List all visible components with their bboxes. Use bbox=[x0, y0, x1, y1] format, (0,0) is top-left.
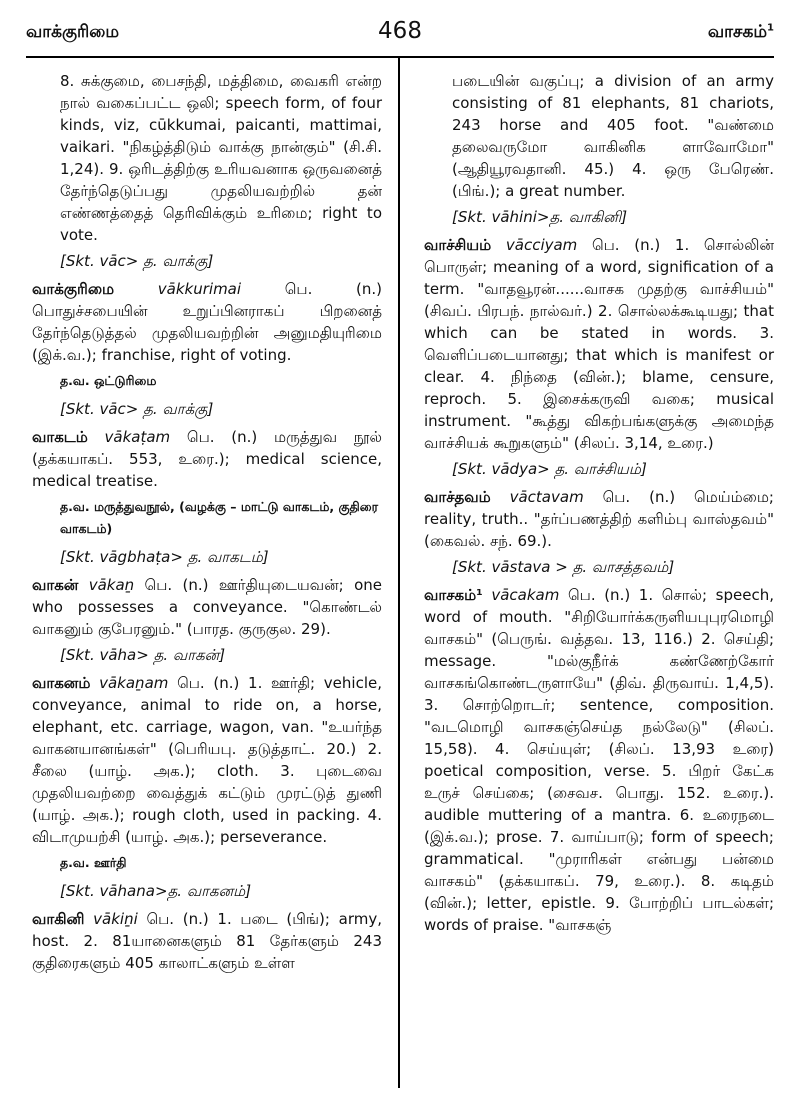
entry-continuation: படையின் வகுப்பு; a division of an army consisting of 81 elephants, 81 chariots, 243 horse and 405 foot. "வண்மை தலைவருமோ வாகினிக ளாவோமோ" (ஆதியூரவதானி. 45.) 4. ஒரு பேரெண். (பிங்.); a great number. bbox=[452, 72, 774, 200]
entry-transliteration: vākiṉi bbox=[93, 910, 138, 928]
tamil-word-note: த.வ. ஒட்டுரிமை bbox=[60, 373, 157, 388]
entry-headword: வாக்குரிமை bbox=[32, 280, 115, 298]
entry-transliteration: vākaṉ bbox=[88, 576, 135, 594]
etymology-note: [Skt. vāha> த. வாகன்] bbox=[60, 646, 226, 664]
entry-transliteration: vācciyam bbox=[505, 236, 578, 254]
entry-headword: வாகன் bbox=[32, 576, 79, 594]
page-number: 468 bbox=[378, 18, 422, 44]
entry-transliteration: vākaṭam bbox=[104, 428, 171, 446]
dictionary-entry bbox=[32, 426, 382, 492]
left-column bbox=[32, 70, 382, 978]
entry-definition: பெ. (n.) மெய்ம்மை; reality, truth.. "தர்ப்பணத்திற் களிம்பு வாஸ்தவம்" (கைவல். சந். 69.). bbox=[424, 488, 774, 550]
entry-headword: வாச்சியம் bbox=[424, 236, 492, 254]
page-header bbox=[26, 18, 774, 58]
etymology-note: [Skt. vāc> த. வாக்கு] bbox=[60, 400, 214, 418]
tamil-word-note: த.வ. மருத்துவநூல், (வழக்கு – மாட்டு வாகடம், குதிரை வாகடம்) bbox=[60, 499, 379, 536]
header-right-guideword bbox=[708, 22, 774, 44]
etymology-note: [Skt. vāstava > த. வாசத்தவம்] bbox=[452, 558, 675, 576]
tamil-word-note: த.வ. ஊர்தி bbox=[60, 855, 127, 870]
entry-headword: வாசகம்¹ bbox=[424, 586, 483, 604]
dictionary-entry bbox=[32, 278, 382, 366]
entry-continuation: 8. சுக்குமை, பைசந்தி, மத்திமை, வைகரி என்ற நால் வகைப்பட்ட ஒலி; speech form, of four kinds, viz, cūkkumai, paicanti, mattimai, vaikari. "நிகழ்த்திடும் வாக்கு நான்கும்" (சி.சி. 1,24). 9. ஒரிடத்திற்கு உரியவனாக ஒருவனைத் தேர்ந்தெடுப்பது முதலியவற்றில் தன் எண்ணத்தைத் தெரிவிக்கும் உரிமை; right to vote. bbox=[60, 72, 382, 244]
column-divider bbox=[398, 58, 400, 1088]
entry-headword: வாகனம் bbox=[32, 674, 91, 692]
entry-definition: பெ. (n.) 1. சொல்; speech, word of mouth. "சிறியோர்க்கருளியபுபுரமொழி வாசகம்" (பெருங். வத்தவ. 13, 116.) 2. செய்தி; message. "மல்குநீர்க் கண்ணேற்கோர் வாசகங்கொண்டருளாயே" (திவ். திருவாய். 1,4,5). 3. சொற்றொடர்; sentence, composition. "வடமொழி வாசகஞ்செய்த நல்லேடு" (சிலப். 15,58). 4. செய்யுள்; (சிலப். 13,93 உரை) poetical composition, verse. 5. பிறர் கேட்க உருச் செய்கை; (சைவச. பொது. 152. உரை.). audible muttering of a mantra. 6. உரைநடை (இக்.வ.); prose. 7. வாய்பாடு; form of speech; grammatical. "முராரிகள் என்பது பன்மை வாசகம்" (தக்கயாகப். 79, உரை.). 8. கடிதம் (வின்.); letter, epistle. 9. போற்றிப் பாடல்கள்; words of praise. "வாசகஞ் bbox=[424, 586, 774, 934]
etymology-note: [Skt. vāgbhaṭa> த. வாகடம்] bbox=[60, 548, 269, 566]
etymology-note: [Skt. vādya> த. வாச்சியம்] bbox=[452, 460, 647, 478]
etymology-note: [Skt. vāhana>த. வாகனம்] bbox=[60, 882, 252, 900]
header-rule bbox=[26, 56, 774, 58]
entry-definition: பெ. (n.) 1. ஊர்தி; vehicle, conveyance, animal to ride on, a horse, elephant, etc. carriage, wagon, van. "உயர்ந்த வாகனயானங்கள்" (பெரியபு. தடுத்தாட். 20.) 2. சீலை (யாழ். அக.); cloth. 3. புடைவை முதலியவற்றை வைத்துக் கட்டும் முரட்டுத் துணி (யாழ். அக.); rough cloth, used in packing. 4. விடாமுயற்சி (யாழ். அக.); perseverance. bbox=[32, 674, 382, 846]
header-right-superscript: 1 bbox=[767, 22, 774, 34]
entry-headword: வாகடம் bbox=[32, 428, 88, 446]
header-right-text: வாசகம் bbox=[707, 22, 768, 42]
right-column bbox=[424, 70, 774, 940]
entry-definition: பெ. (n.) மருத்துவ நூல் (தக்கயாகப். 553, உரை.); medical science, medical treatise. bbox=[32, 428, 382, 490]
dictionary-entry bbox=[32, 672, 382, 848]
entry-definition: பெ. (n.) 1. படை (பிங்); army, host. 2. 81யானைகளும் 81 தேர்களும் 243 குதிரைகளும் 405 காலாட்களும் உள்ள bbox=[32, 910, 382, 972]
entry-headword: வாச்தவம் bbox=[424, 488, 491, 506]
dictionary-entry bbox=[32, 908, 382, 974]
dictionary-entry bbox=[424, 234, 774, 454]
etymology-note: [Skt. vāhini>த. வாகினி] bbox=[452, 208, 628, 226]
entry-definition: பெ. (n.) பொதுச்சபையின் உறுப்பினராகப் பிறனைத் தேர்ந்தெடுத்தல் முதலியவற்றின் அனுமதியுரிமை (இக்.வ.); franchise, right of voting. bbox=[32, 280, 382, 364]
entry-definition: பெ. (n.) ஊர்தியுடையவன்; one who possesses a conveyance. "கொண்டல் வாகனும் குபேரனும்." (பாரத. குருகுல. 29). bbox=[32, 576, 382, 638]
header-left-guideword: வாக்குரிமை bbox=[26, 22, 120, 42]
dictionary-entry bbox=[424, 584, 774, 936]
entry-transliteration: vākkurimai bbox=[157, 280, 242, 298]
entry-definition: பெ. (n.) 1. சொல்லின் பொருள்; meaning of a word, signification of a term. "வாதவூரன்......வாசக முதற்கு வாச்சியம்" (சிவப். பிரபந். நால்வர்.) 2. சொல்லக்கூடியது; that which can be stated in words. 3. வெளிப்படையானது; that which is manifest or clear. 4. நிந்தை (வின்.); blame, censure, reproch. 5. இசைக்கருவி வகை; musical instrument. "கூத்து விகற்பங்களுக்கு அமைந்த வாச்சியக் கூறுகளும்" (சிலப். 3,14, உரை.) bbox=[424, 236, 774, 452]
dictionary-entry bbox=[424, 486, 774, 552]
entry-transliteration: vākaṉam bbox=[99, 674, 169, 692]
entry-transliteration: vācakam bbox=[491, 586, 560, 604]
entry-transliteration: vāctavam bbox=[509, 488, 584, 506]
dictionary-entry bbox=[32, 574, 382, 640]
entry-headword: வாகினி bbox=[32, 910, 85, 928]
etymology-note: [Skt. vāc> த. வாக்கு] bbox=[60, 252, 214, 270]
